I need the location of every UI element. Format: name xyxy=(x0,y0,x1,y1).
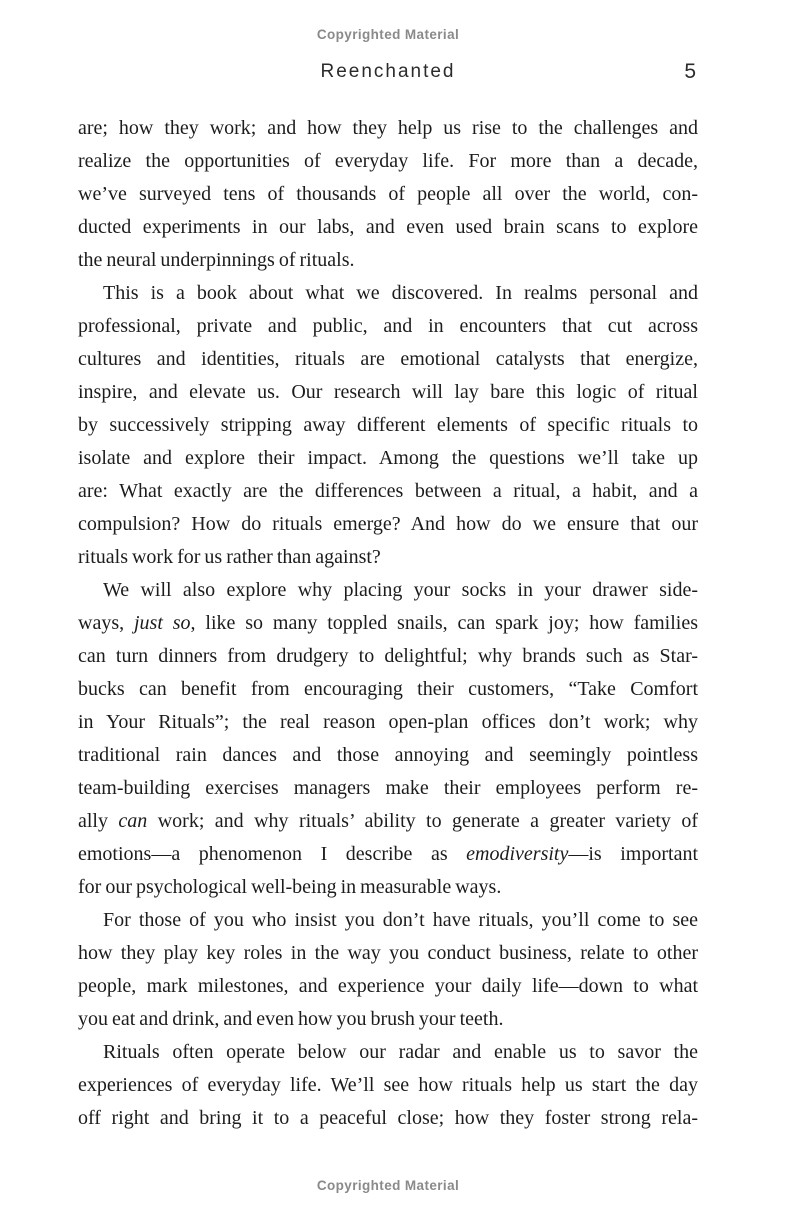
text-line: you eat and drink, and even how you brush your teeth. xyxy=(78,1008,504,1030)
text-line: For those of you who insist you don’t have rituals, you’ll come to see xyxy=(103,909,698,931)
paragraph xyxy=(78,277,698,574)
text-line: This is a book about what we discovered. In realms personal and xyxy=(103,282,698,304)
text-line: the neural underpinnings of rituals. xyxy=(78,249,355,271)
text-line: ducted experiments in our labs, and even used brain scans to explore xyxy=(78,216,698,238)
text-line: cultures and identities, rituals are emotional catalysts that energize, xyxy=(78,348,698,370)
text-line: rituals work for us rather than against? xyxy=(78,546,381,568)
text-line: experiences of everyday life. We’ll see how rituals help us start the day xyxy=(78,1074,698,1096)
copyright-notice-top: Copyrighted Material xyxy=(316,27,460,42)
text-line: are; how they work; and how they help us rise to the challenges and xyxy=(78,117,698,139)
text-line: ally can work; and why rituals’ ability to generate a greater variety of xyxy=(78,810,698,832)
copyright-notice-bottom: Copyrighted Material xyxy=(316,1178,460,1193)
text-line: emotions—a phenomenon I describe as emodiversity—is important xyxy=(78,843,699,865)
paragraph xyxy=(78,574,698,904)
text-line: inspire, and elevate us. Our research will lay bare this logic of ritual xyxy=(78,381,698,403)
text-line: traditional rain dances and those annoying and seemingly pointless xyxy=(78,744,698,766)
text-line: off right and bring it to a peaceful close; how they foster strong rela- xyxy=(78,1107,698,1129)
text-line: people, mark milestones, and experience your daily life—down to what xyxy=(78,975,698,997)
text-line: by successively stripping away different elements of specific rituals to xyxy=(78,414,698,436)
paragraph xyxy=(78,112,698,277)
text-line: in Your Rituals”; the real reason open-plan offices don’t work; why xyxy=(78,711,698,733)
running-header-title: Reenchanted xyxy=(320,61,456,82)
paragraph xyxy=(78,904,698,1036)
text-line: Rituals often operate below our radar and enable us to savor the xyxy=(103,1041,698,1063)
paragraph xyxy=(78,1036,698,1135)
text-line: We will also explore why placing your socks in your drawer side- xyxy=(103,579,698,601)
text-line: can turn dinners from drudgery to delightful; why brands such as Star- xyxy=(78,645,698,667)
text-line: how they play key roles in the way you conduct business, relate to other xyxy=(78,942,698,964)
text-line: team-building exercises managers make their employees perform re- xyxy=(78,777,698,799)
text-line: we’ve surveyed tens of thousands of people all over the world, con- xyxy=(78,183,698,205)
text-line: professional, private and public, and in encounters that cut across xyxy=(78,315,698,337)
page-number: 5 xyxy=(684,60,696,83)
body-text xyxy=(78,112,698,1135)
text-line: realize the opportunities of everyday life. For more than a decade, xyxy=(78,150,698,172)
text-line: bucks can benefit from encouraging their customers, “Take Comfort xyxy=(78,678,698,700)
text-line: compulsion? How do rituals emerge? And how do we ensure that our xyxy=(78,513,698,535)
text-line: ways, just so, like so many toppled snails, can spark joy; how families xyxy=(78,612,698,634)
text-line: are: What exactly are the differences between a ritual, a habit, and a xyxy=(78,480,698,502)
text-line: isolate and explore their impact. Among the questions we’ll take up xyxy=(78,447,698,469)
running-header xyxy=(78,61,698,87)
text-line: for our psychological well-being in measurable ways. xyxy=(78,876,502,898)
